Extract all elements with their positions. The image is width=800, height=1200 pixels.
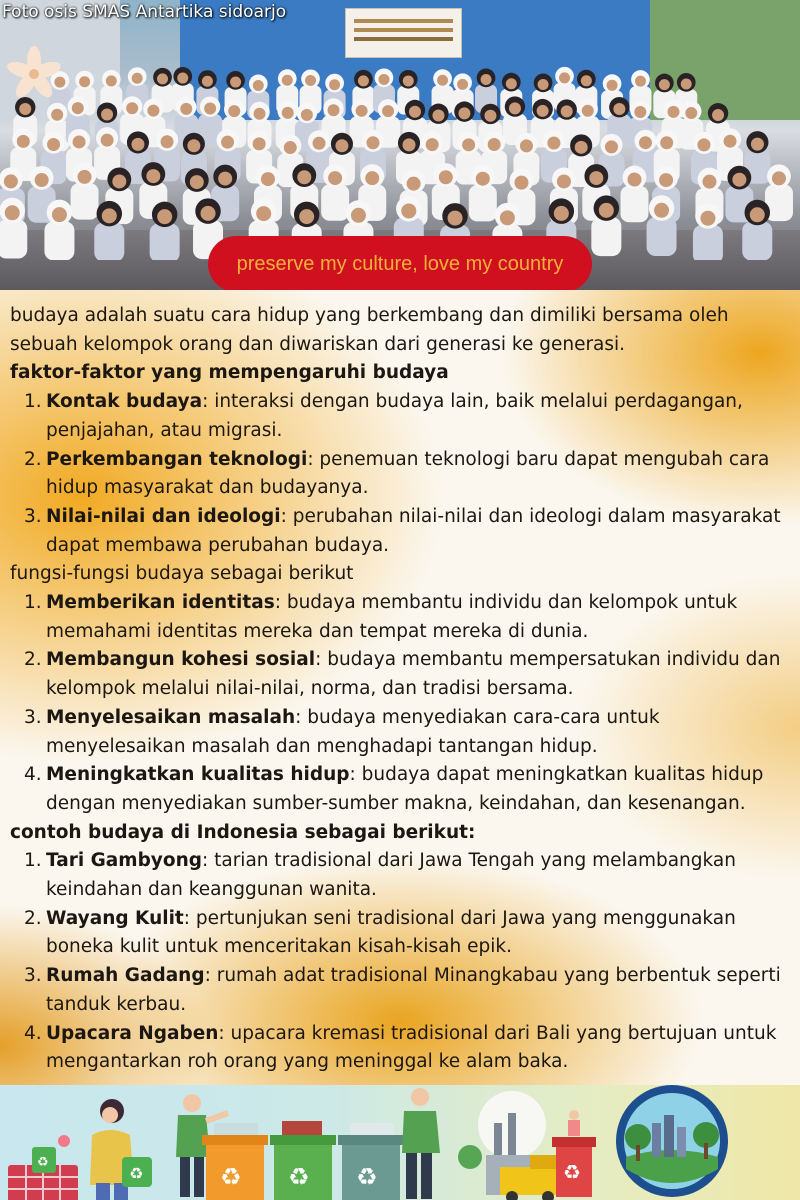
list-item: 4. Upacara Ngaben: upacara kremasi tradisional dari Bali yang bertujuan untuk mengantarkan roh orang yang meninggal ke alam baka. [24,1022,777,1073]
student-face [772,171,786,185]
student-figure [321,184,349,220]
student-face [481,74,492,85]
student-face [659,173,673,187]
student-face [457,79,468,90]
photo-caption: Foto osis SMAS Antartika sidoarjo [2,2,287,22]
student-face [378,74,389,85]
student-face [448,211,463,226]
student-face [132,73,143,84]
student-face [509,102,521,114]
factors-heading: faktor-faktor yang mempengaruhi budaya [10,362,449,384]
student-face [635,76,646,87]
list-item: 3. Menyelesaikan masalah: budaya menyediakan cara-cara untuk menyelesaikan masalah dan menghadapi tantangan hidup. [24,706,660,757]
article-text [10,302,795,1077]
list-item: 1. Kontak budaya: interaksi dengan budaya lain, baik melalui perdagangan, penjajahan, atau migrasi. [24,391,743,441]
student-face [101,134,114,147]
student-face [403,75,414,86]
student-face [187,139,200,152]
student-face [681,78,692,89]
student-face [358,75,369,86]
student-face [547,137,560,150]
student-face [161,135,174,148]
student-face [218,172,232,186]
student-face [554,206,569,221]
student-face [561,105,573,117]
student-face [654,203,669,218]
functions-heading: fungsi-fungsi budaya sebagai berikut [10,563,354,585]
student-face [146,169,160,183]
student-figure [647,217,677,256]
recycle-bin-icon [202,1121,404,1200]
student-face [426,138,439,151]
student-face [228,105,240,117]
student-face [437,75,448,86]
student-face [732,173,746,187]
svg-text:♻: ♻ [288,1163,310,1191]
student-face [72,102,84,114]
student-face [484,110,496,122]
student-face [724,135,737,148]
student-face [131,138,144,151]
student-face [253,137,266,150]
svg-text:♻: ♻ [356,1163,378,1191]
student-face [407,177,421,191]
student-face [365,171,379,185]
student-face [403,138,416,151]
student-face [520,139,533,152]
environment-illustration-strip [0,1085,800,1200]
student-face [506,78,517,89]
list-item: 2. Perkembangan teknologi: penemuan teknologi baru dapat mengubah cara hidup masyarakat dan budayanya. [24,448,770,499]
student-face [589,171,603,185]
student-face [282,107,294,119]
article-panel [0,290,800,1085]
student-face [613,103,625,115]
student-face [328,104,340,116]
student-crowd [0,40,800,260]
student-face [79,76,90,87]
earth-globe-icon [616,1085,728,1197]
student-face [112,174,126,188]
student-face [356,105,368,117]
examples-list [10,847,795,1077]
student-face [700,211,715,226]
student-face [73,135,86,148]
student-face [712,109,724,121]
svg-text:♻: ♻ [37,1155,49,1170]
student-figure [693,225,723,260]
student-face [204,102,216,114]
student-face [106,75,117,86]
list-item: 1. Tari Gambyong: tarian tradisional dari Jawa Tengah yang melambangkan keindahan dan keanggunan wanita. [24,850,736,901]
student-face [253,80,264,91]
student-figure [71,183,99,219]
list-item: 4. Meningkatkan kualitas hidup: budaya dapat meningkatkan kualitas hidup dengan menyediakan sumber-sumber makna, keindahan, dan kesenangan. [24,764,764,814]
svg-text:♻: ♻ [220,1163,242,1191]
student-face [19,103,31,115]
student-face [559,72,570,83]
student-face [639,136,652,149]
student-figure [742,222,772,260]
factors-list [10,388,795,560]
student-face [575,141,588,154]
student-face [299,209,314,224]
student-face [78,170,92,184]
functions-list [10,589,795,819]
student-face [328,171,342,185]
svg-text:♻: ♻ [563,1160,581,1184]
student-figure [0,220,27,259]
student-face [581,75,592,86]
list-item: 2. Membangun kohesi sosial: budaya membantu mempersatukan individu dan kelompok melalui nilai-nilai, norma, dan tradisi bersama. [24,649,781,700]
student-face [313,137,326,150]
student-face [157,73,168,84]
student-face [599,203,614,218]
student-face [297,170,311,184]
student-face [147,105,159,117]
student-face [685,107,697,119]
group-photo [0,0,800,290]
student-face [230,77,241,88]
student-face [607,80,618,91]
worker-figure-icon [402,1088,440,1199]
student-face [5,205,20,220]
student-face [157,209,172,224]
student-figure [44,221,74,260]
student-face [366,136,379,149]
student-face [201,206,216,221]
student-face [697,138,710,151]
student-face [627,173,641,187]
student-face [35,173,49,187]
student-face [605,140,618,153]
list-item: 3. Rumah Gadang: rumah adat tradisional Minangkabau yang berbentuk seperti tanduk kerbau. [24,965,781,1015]
student-face [177,73,188,84]
svg-text:♻: ♻ [129,1164,144,1183]
student-figure [620,186,648,222]
student-face [180,103,192,115]
list-item: 3. Nilai-nilai dan ideologi: perubahan nilai-nilai dan ideologi dalam masyarakat dapat membawa perubahan budaya. [24,505,781,556]
student-face [582,105,594,117]
student-face [101,108,113,120]
student-face [660,136,673,149]
student-face [51,109,63,121]
student-figure [94,223,124,260]
student-face [4,174,18,188]
student-face [500,210,515,225]
student-face [462,138,475,151]
student-face [282,75,293,86]
student-face [382,105,394,117]
student-figure [591,217,621,256]
student-face [256,206,271,221]
list-item: 2. Wayang Kulit: pertunjukan seni tradisional dari Jawa yang menggunakan boneka kulit untuk menceritakan kisah-kisah epik. [24,907,736,958]
student-face [401,203,416,218]
student-face [439,170,453,184]
student-face [659,79,670,90]
footer-illustrations [0,1085,800,1200]
student-face [335,139,348,152]
student-face [702,175,716,189]
student-face [751,138,764,151]
student-figure [150,223,180,260]
student-face [409,106,421,118]
student-face [488,138,501,151]
student-face [202,76,213,87]
student-face [52,207,67,222]
student-face [284,141,297,154]
intro-paragraph: budaya adalah suatu cara hidup yang berkembang dan dimiliki bersama oleh sebuah kelompok orang dan diwariskan dari generasi ke generasi. [10,305,729,355]
student-face [537,105,549,117]
student-face [261,172,275,186]
student-face [476,172,490,186]
slogan-banner [208,236,592,290]
student-face [557,174,571,188]
list-item: 1. Memberikan identitas: budaya membantu individu dan kelompok untuk memahami identitas mereka dan tempat mereka di dunia. [24,592,738,642]
student-face [126,102,138,114]
student-face [538,79,549,90]
student-face [514,176,528,190]
student-face [750,207,765,222]
student-face [190,175,204,189]
student-face [17,135,30,148]
student-face [667,106,679,118]
student-figure [469,185,497,221]
student-face [301,109,313,121]
student-face [254,108,266,120]
student-face [458,107,470,119]
student-face [634,106,646,118]
student-face [102,208,117,223]
examples-heading: contoh budaya di Indonesia sebagai berikut: [10,821,476,843]
student-face [351,208,366,223]
slogan-text: preserve my culture, love my country [236,252,564,275]
student-face [305,75,316,86]
student-face [432,110,444,122]
student-face [221,136,234,149]
flower-icon [6,46,62,102]
student-face [329,79,340,90]
student-face [47,138,60,151]
red-bin-icon [552,1110,596,1197]
